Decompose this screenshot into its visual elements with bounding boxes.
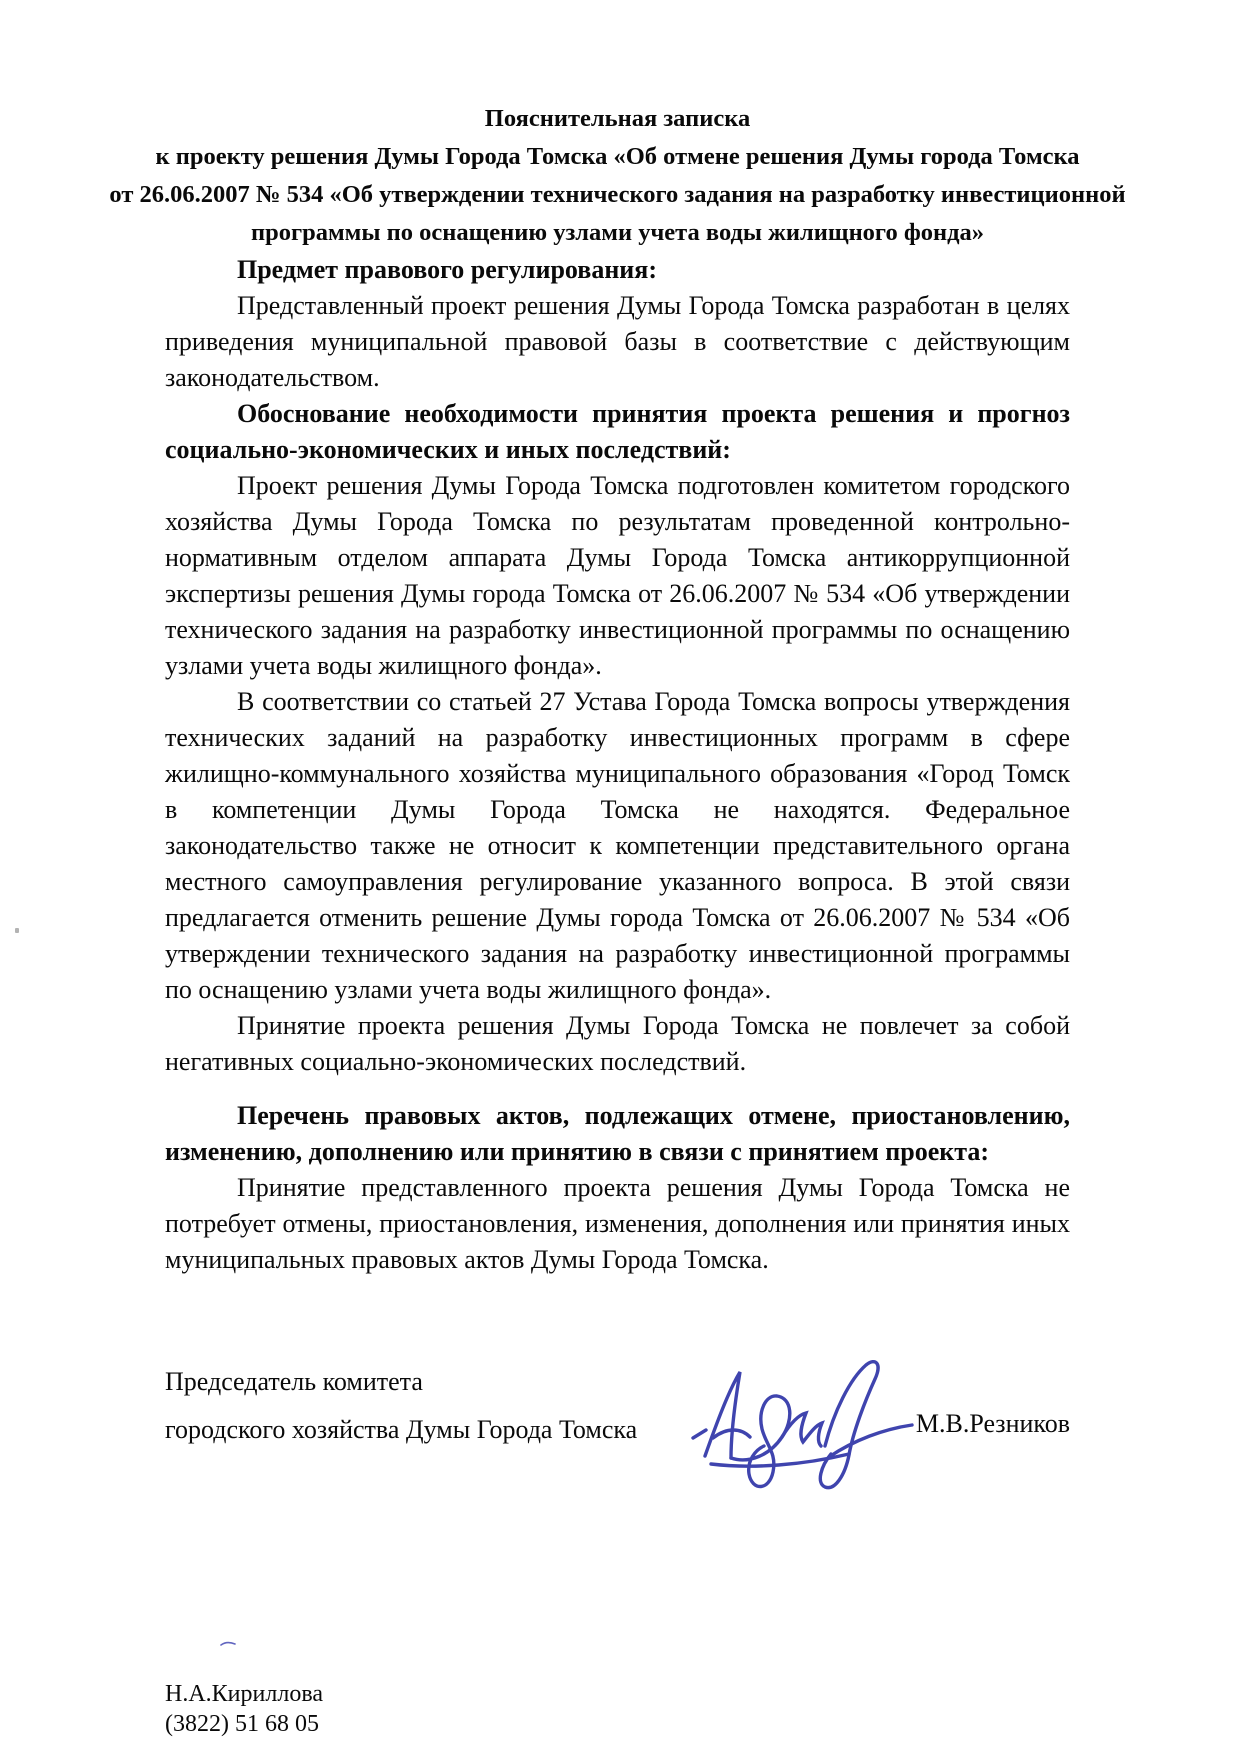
handwritten-signature-icon (653, 1336, 925, 1508)
paragraph: Проект решения Думы Города Томска подготовлен комитетом городского хозяйства Думы Города Томска по результатам проведенной контрольно-нормативным отделом аппарата Думы Города Томска антикоррупционной экспертизы решения Думы города Томска от 26.06.2007 № 534 «Об утверждении технического задания на разработку инвестиционной программы по оснащению узлами учета воды жилищного фонда». (165, 471, 1070, 680)
title-line: программы по оснащению узлами учета воды жилищного фонда» (250, 219, 985, 246)
signer-position-line: Председатель комитета (165, 1367, 423, 1396)
ink-mark (220, 1640, 236, 1648)
title-line: Пояснительная записка (484, 105, 751, 132)
contact-block (165, 1679, 1070, 1739)
paragraph: В соответствии со статьей 27 Устава Города Томска вопросы утверждения технических заданий на разработку инвестиционных программ в сфере жилищно-коммунального хозяйства муниципального образования «Город Томск в компетенции Думы Города Томска не находятся. Федеральное законодательство также не относит к компетенции представительного органа местного самоуправления регулирование указанного вопроса. В этой связи предлагается отменить решение Думы города Томска от 26.06.2007 № 534 «Об утверждении технического задания на разработку инвестиционной программы по оснащению узлами учета воды жилищного фонда». (165, 687, 1070, 1004)
title-line: к проекту решения Думы Города Томска «Об отмене решения Думы города Томска (155, 143, 1080, 170)
contact-name: Н.А.Кириллова (165, 1681, 323, 1707)
signature-block (165, 1358, 1070, 1454)
signer-position (165, 1358, 637, 1454)
section-heading-subject: Предмет правового регулирования: (237, 255, 657, 284)
document-title (103, 100, 1132, 252)
scan-speck (15, 928, 19, 933)
section-heading-acts-list: Перечень правовых актов, подлежащих отмене, приостановлению, изменению, дополнению или принятию в связи с принятием проекта: (165, 1101, 1070, 1166)
signer-position-line: городского хозяйства Думы Города Томска (165, 1415, 638, 1444)
title-line: от 26.06.2007 № 534 «Об утверждении технического задания на разработку инвестиционной (109, 181, 1126, 208)
paragraph: Принятие представленного проекта решения Думы Города Томска не потребует отмены, приостановления, изменения, дополнения или принятия иных муниципальных правовых актов Думы Города Томска. (165, 1173, 1070, 1274)
paragraph: Представленный проект решения Думы Города Томска разработан в целях приведения муниципальной правовой базы в соответствие с действующим законодательством. (165, 291, 1070, 392)
document-content (109, 100, 1126, 1739)
paragraph: Принятие проекта решения Думы Города Томска не повлечет за собой негативных социально-экономических последствий. (165, 1011, 1070, 1076)
contact-phone: (3822) 51 68 05 (165, 1711, 319, 1737)
section-heading-justification: Обоснование необходимости принятия проекта решения и прогноз социально-экономических и иных последствий: (165, 399, 1070, 464)
signer-name: М.В.Резников (915, 1409, 1070, 1438)
